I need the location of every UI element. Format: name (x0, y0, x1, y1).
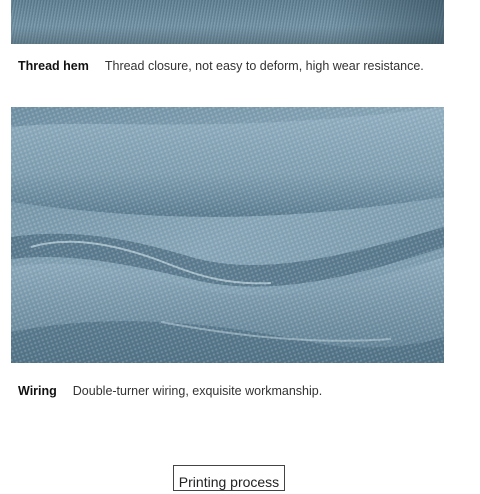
fabric-texture-graphic (11, 107, 444, 363)
printing-process-button[interactable]: Printing process (173, 465, 285, 491)
caption-description: Thread closure, not easy to deform, high wear resistance. (104, 59, 424, 73)
fabric-hem-image (11, 0, 444, 44)
caption-label: Thread hem (18, 59, 89, 73)
fabric-texture-image (11, 107, 444, 363)
fabric-bottom-shade (11, 26, 444, 44)
caption-wiring (18, 383, 322, 399)
caption-description: Double-turner wiring, exquisite workmanship. (72, 384, 323, 398)
caption-thread-hem (18, 58, 424, 74)
caption-label: Wiring (18, 384, 57, 398)
